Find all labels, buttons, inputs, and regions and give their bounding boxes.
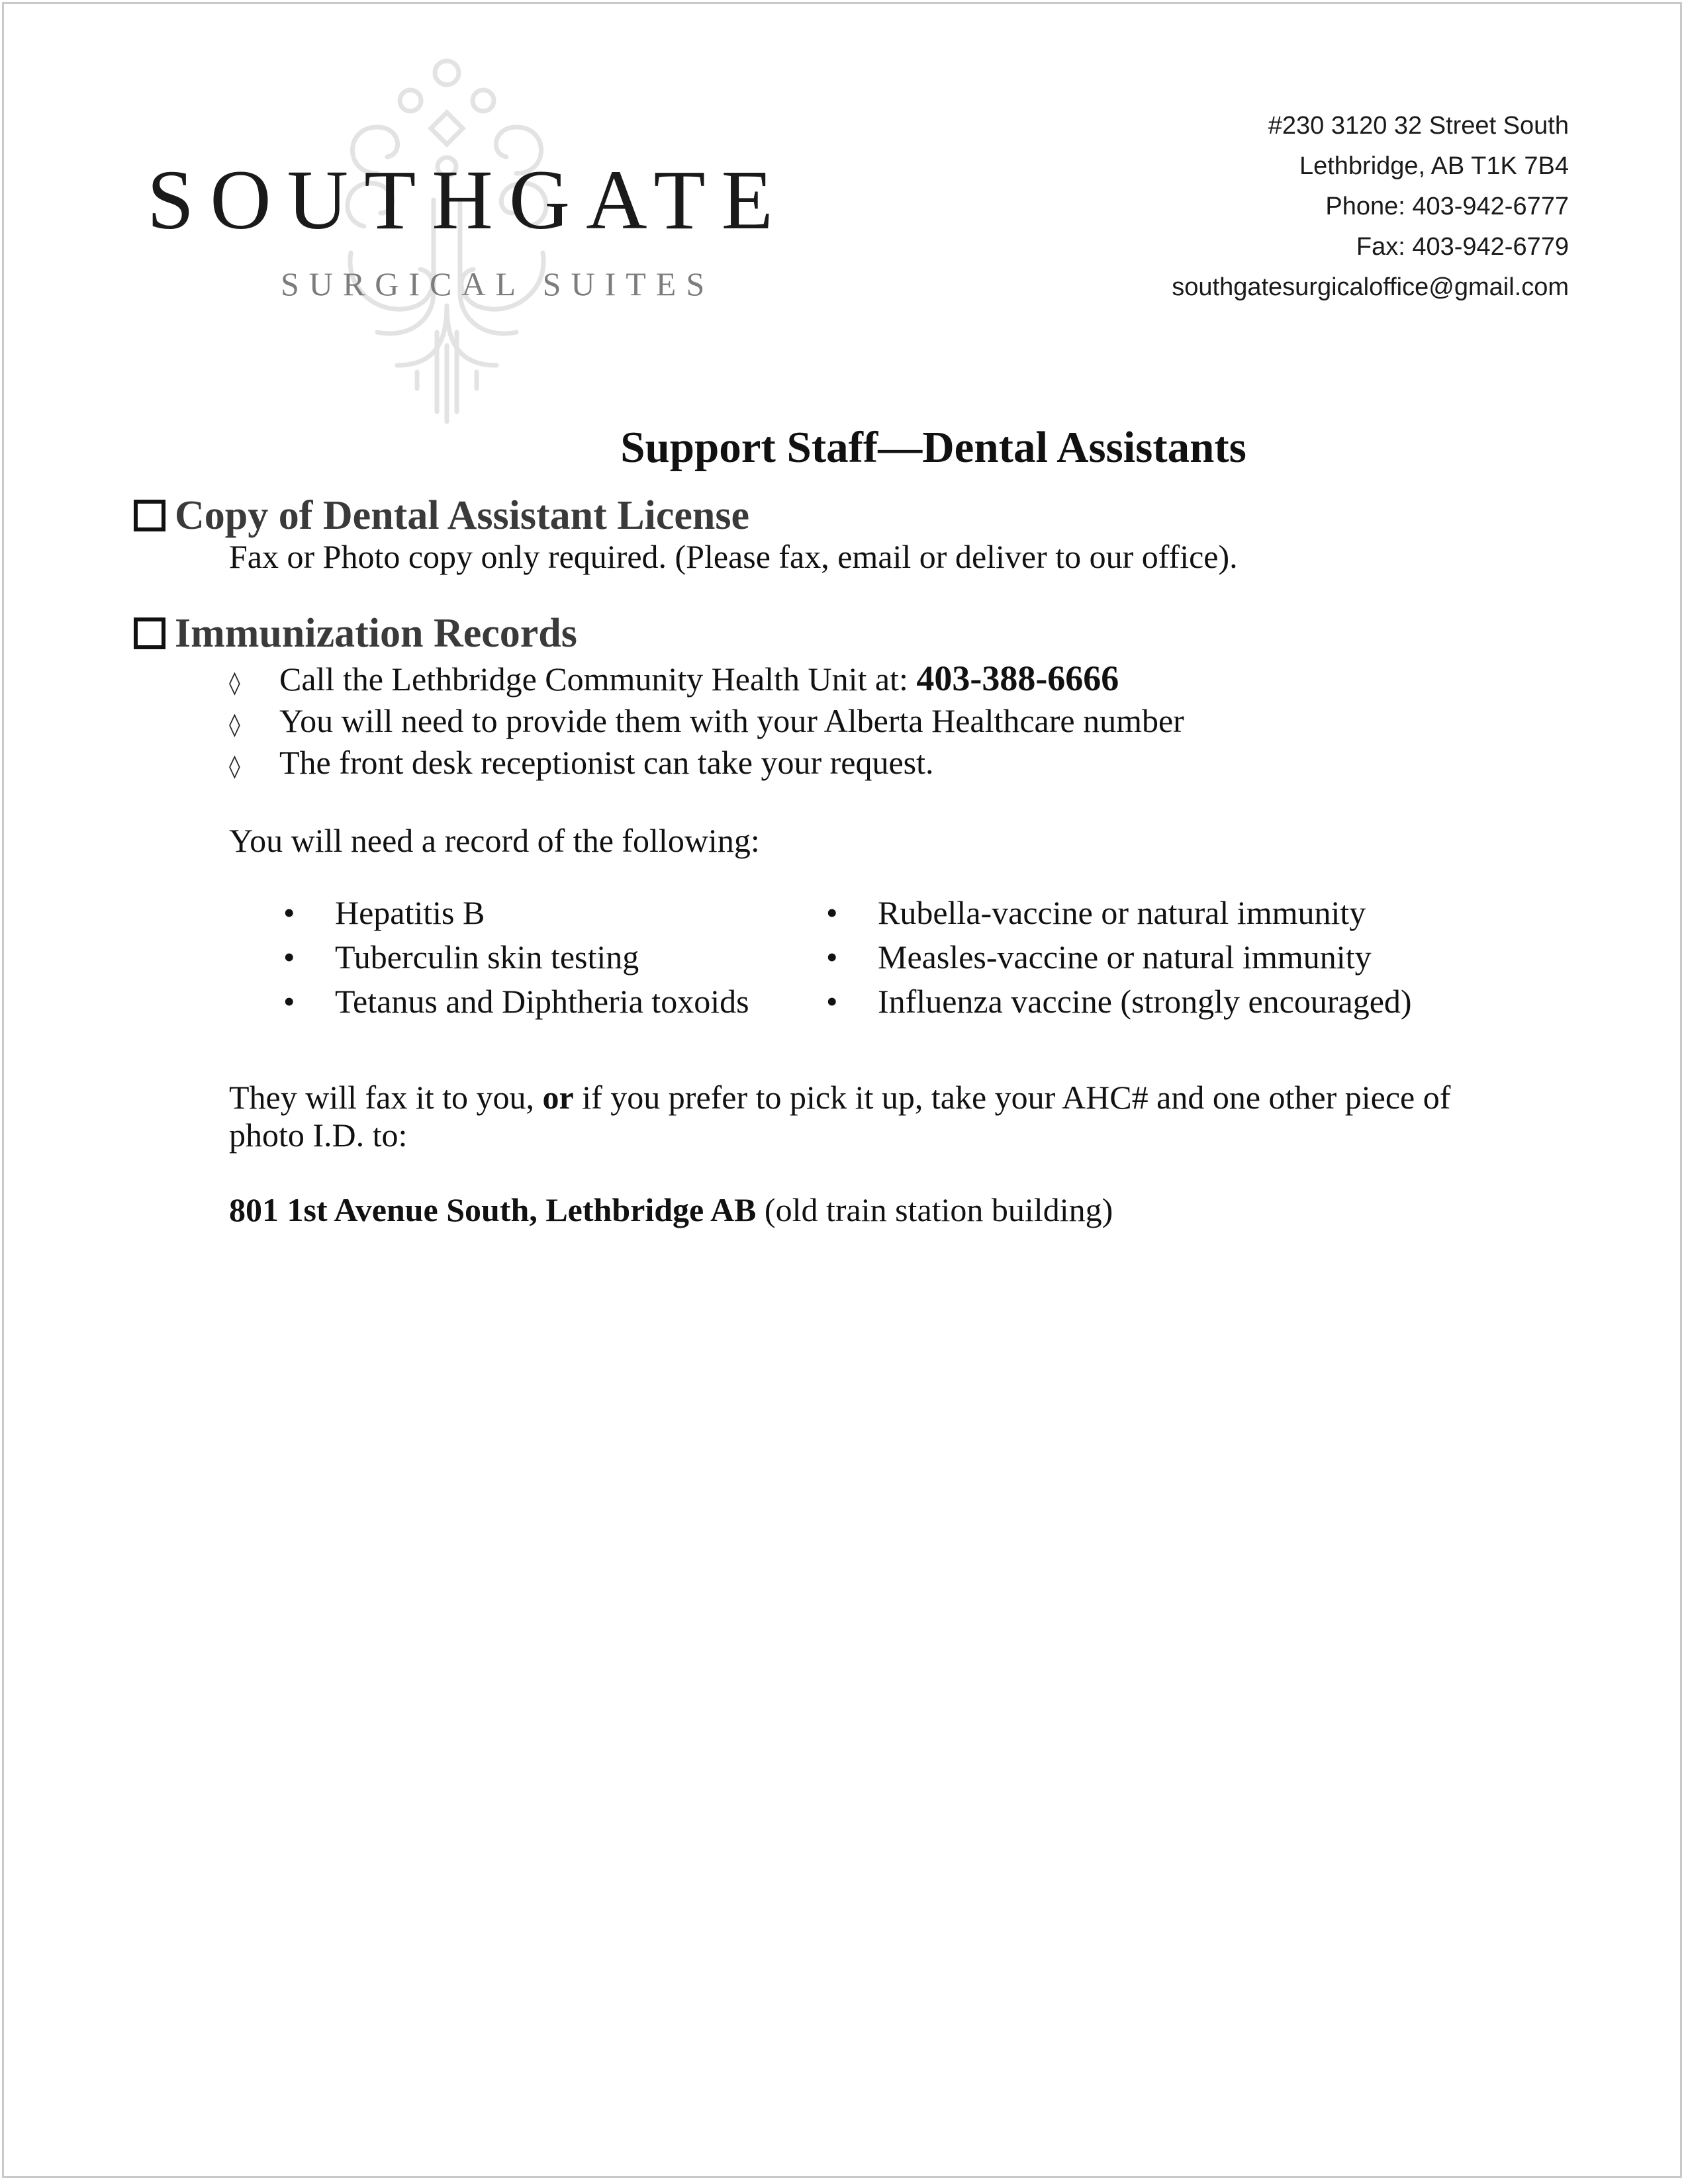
bullet-dot-icon: •	[826, 983, 838, 1021]
company-name: SOUTHGATE	[147, 153, 789, 247]
company-subtitle: SURGICAL SUITES	[281, 265, 715, 302]
license-note: Fax or Photo copy only required. (Please fax, email or deliver to our office).	[229, 538, 1238, 576]
immunization-steps	[134, 660, 1590, 786]
pickup-instructions: They will fax it to you, or if you prefer to pick it up, take your AHC# and one other piece of photo I.D. to:	[229, 1079, 1451, 1154]
immunization-heading	[134, 611, 1590, 656]
list-item	[229, 744, 1590, 786]
step-text: The front desk receptionist can take your request.	[279, 744, 934, 782]
bullet-dot-icon: •	[826, 938, 838, 976]
list-item: • Rubella-vaccine or natural immunity	[826, 894, 1366, 932]
bullet-dot-icon: •	[283, 983, 295, 1021]
bullet-dot-icon: •	[283, 938, 295, 976]
phone-number: Phone: 403-942-6777	[1325, 193, 1569, 220]
list-item: • Tuberculin skin testing	[283, 938, 639, 976]
bullet-dot-icon: •	[826, 894, 838, 932]
list-item	[229, 702, 1590, 744]
list-item	[229, 660, 1590, 702]
contact-block	[1172, 106, 1569, 308]
health-unit-phone: 403-388-6666	[916, 659, 1119, 699]
list-item: • Tetanus and Diphtheria toxoids	[283, 983, 749, 1021]
diamond-bullet-icon: ◊	[229, 670, 240, 697]
document-title: Support Staff—Dental Assistants	[620, 423, 1246, 472]
pickup-address: 801 1st Avenue South, Lethbridge AB (old train station building)	[229, 1191, 1113, 1229]
bullet-dot-icon: •	[283, 894, 295, 932]
immunization-checkbox[interactable]	[134, 617, 165, 649]
license-heading	[134, 493, 1590, 538]
step-text: You will need to provide them with your Alberta Healthcare number	[279, 702, 1184, 740]
license-heading-text: Copy of Dental Assistant License	[175, 493, 750, 538]
immunization-heading-text: Immunization Records	[175, 611, 577, 656]
records-list	[134, 894, 1590, 1021]
license-checkbox[interactable]	[134, 500, 165, 531]
address-line-2: Lethbridge, AB T1K 7B4	[1299, 152, 1569, 180]
fax-number: Fax: 403-942-6779	[1356, 233, 1569, 261]
list-item: • Hepatitis B	[283, 894, 485, 932]
address-line-1: #230 3120 32 Street South	[1268, 112, 1569, 140]
list-item: • Measles-vaccine or natural immunity	[826, 938, 1372, 976]
list-item: • Influenza vaccine (strongly encouraged)	[826, 983, 1412, 1021]
diamond-bullet-icon: ◊	[229, 711, 240, 739]
email-address: southgatesurgicaloffice@gmail.com	[1172, 273, 1569, 301]
license-section	[134, 493, 1590, 576]
diamond-bullet-icon: ◊	[229, 753, 240, 780]
immunization-section	[134, 611, 1590, 1229]
record-intro: You will need a record of the following:	[229, 822, 760, 860]
step-text: Call the Lethbridge Community Health Unit at: 403-388-6666	[279, 659, 1119, 699]
